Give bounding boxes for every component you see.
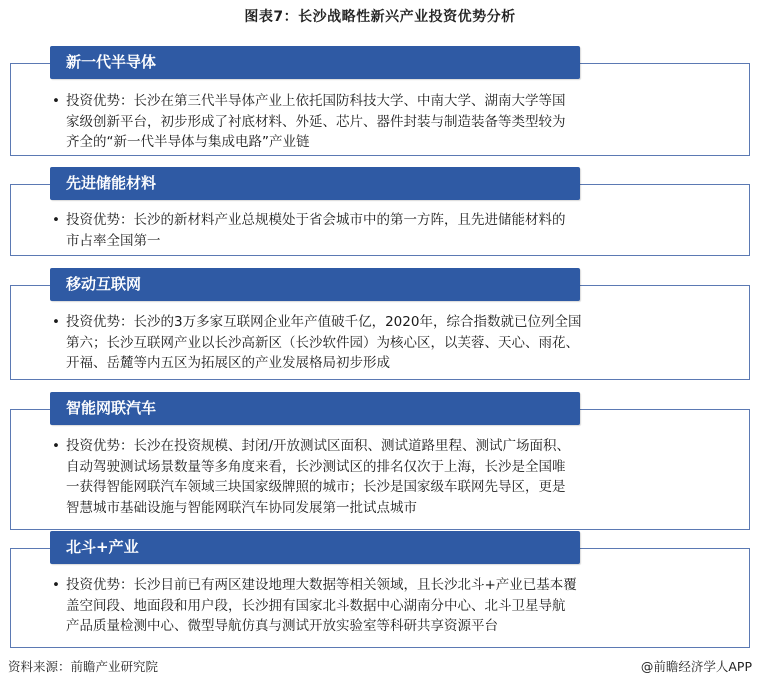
section-header: 新一代半导体 [50,46,580,79]
section-text [52,210,706,251]
text-line: 齐全的“新一代半导体与集成电路”产业链 [66,134,310,150]
text-line: 自动驾驶测试场景数量等多角度来看，长沙测试区的排名仅次于上海，长沙是全国唯 [66,458,566,475]
text-line: 投资优势：长沙在第三代半导体产业上依托国防科技大学、中南大学、湖南大学等国 [66,93,566,109]
text-line: 一获得智能网联汽车领域三块国家级牌照的城市；长沙是国家级车联网先导区，更是 [66,479,566,495]
section-text [52,436,706,518]
bullet-icon: • [52,314,60,330]
text-line: 产品质量检测中心、微型导航仿真与测试开放实验室等科研共享资源平台 [66,618,498,634]
text-line: 开福、岳麓等内五区为拓展区的产业发展格局初步形成 [66,355,390,371]
text-line: 投资优势：长沙的3万多家互联网企业年产值破千亿，2020年，综合指数就已位列全国 [66,314,582,330]
text-line: 智慧城市基础设施与智能网联汽车协同发展第一批试点城市 [66,499,417,516]
section-text [52,91,706,153]
source-note: 资料来源：前瞻产业研究院 [8,659,159,674]
section-header: 先进储能材料 [50,167,580,200]
section-header: 移动互联网 [50,268,580,301]
text-line: 投资优势：长沙在投资规模、封闭/开放测试区面积、测试道路里程、测试广场面积、 [66,438,571,454]
text-line: 盖空间段、地面段和用户段，长沙拥有国家北斗数据中心湖南分中心、北斗卫星导航 [66,597,566,614]
section-header: 北斗+产业 [50,531,580,564]
text-line: 第六；长沙互联网产业以长沙高新区（长沙软件园）为核心区，以芙蓉、天心、雨花、 [66,334,579,351]
text-line: 投资优势：长沙目前已有两区建设地理大数据等相关领域，且长沙北斗+产业已基本覆 [66,577,577,593]
bullet-icon: • [52,93,60,109]
text-line: 家级创新平台，初步形成了衬底材料、外延、芯片、器件封装与制造装备等类型较为 [66,113,566,130]
chart-title: 图表7：长沙战略性新兴产业投资优势分析 [244,9,516,25]
section-header: 智能网联汽车 [50,392,580,425]
section-text [52,312,706,374]
bullet-icon: • [52,212,60,228]
text-line: 投资优势：长沙的新材料产业总规模处于省会城市中的第一方阵，且先进储能材料的 [66,212,566,228]
section-text [52,575,706,637]
text-line: 市占率全国第一 [66,232,161,249]
bullet-icon: • [52,438,60,454]
brand-note: @前瞻经济学人APP [640,659,752,674]
bullet-icon: • [52,577,60,593]
